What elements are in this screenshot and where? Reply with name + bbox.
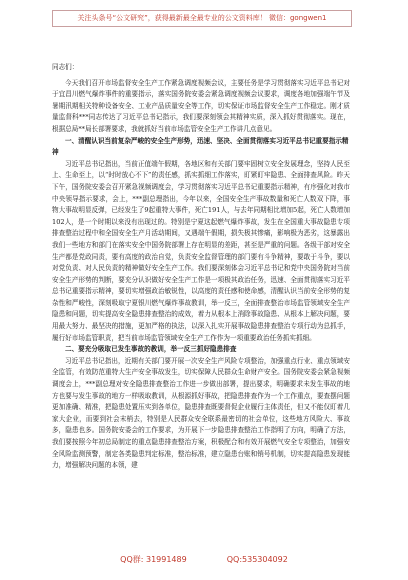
document-body	[52, 62, 350, 552]
footer-qq: QQ:535304092	[226, 555, 288, 564]
section-1-paragraph: 习近平总书记指出，当前正值端午假期，各地区和有关部门要牢固树立安全发展理念，坚持人民至上、生命至上，以“时时放心不下”的责任感，抓实抓细工作落实，盯紧盯牢隐患、全面排查风险。昨天下午，国务院安委会召开紧急视频调度会，学习贯彻落实习近平总书记重要指示精神，有序强化对我市中央领导指示要求，会上，***副总理指出，今年以来，全国安全生产事故数量和死亡人数双下降，事物大事故明显反弹，已经发生了9起重特大事件，死亡191人，与去年同期相比增加5起，死亡人数增加102人，是一个时期以来没有出现过的。特别是宁夏这起燃气爆炸事故，发生在全国重大事故隐患专项排查整治过程中和全国安全生产月活动期间，又遇端午假期，损失极其惨痛，影响极为恶劣，这暴露出我们一些地方和部门在落实安全中国务院部署上存在明显的差距，甚至是严重的问题。各级干部对安全生产都是党政同责，要有高度的政治自觉，负责安全监督管理的部门要有斗争精神，要敢于斗争，要以对党负责、对人民负责的精神做好安全生产工作。我们要深刻体会习近平总书记和党中央国务院对当前安全生产形势的判断，要充分认识做好安全生产工作是一项极其政治任务，迅速、全面贯彻落实习近平总书记重要指示精神，要切实增强政治敏锐性，以高度的责任感和使命感，清醒认识当前安全形势的复杂性和严峻性，深刻吸取宁夏银川燃气爆炸事故教训，举一反三，全面排查整治市场监管领域安全生产隐患和问题，切实提高安全隐患排查整治的成效，着力从根本上消除事故隐患、从根本上解决问题，要用最大努力、最坚决的措施，更加严格的执法，以深入扎实开展事故隐患排查整治专项行动为总抓手，履行好市场监管职责，把当前市场监管领域安全生产工作作为一项重要政治任务抓实抓细。	[52, 159, 350, 342]
top-banner: 关注头条号“公文研究”，获得最新最全最专业的公文资料库！ 微信：gongwen1	[52, 10, 352, 27]
section-heading-2: 二、要充分吸取已发生事故的教训，举一反三抓好隐患排查	[65, 345, 237, 354]
footer-qq-group: QQ群: 31991489	[120, 555, 187, 564]
greeting: 同志们：	[52, 63, 79, 71]
section-heading-1: 一、清醒认识当前复杂严峻的安全生产形势，迅速、坚决、全面贯彻落实习近平总书记重要指示精神	[52, 136, 349, 157]
section-2-paragraph: 习近平总书记指出，近期有关部门要开展一次安全生产风险专项整治，加强重点行业、重点领域安全监管，有效防范重特大生产安全事故发生，切实保障人民群众生命财产安全。国务院安委会紧急视频调度会上，***副总理对安全隐患排查整治工作进一步做出部署，提出要求，明确要求未发生事故的地方也要与发生事故的地方一样吸取教训，从根源抓好事故，把隐患排查作为一个工作重点，要查摆问题更加准确、精准，把隐患处置压实到各单位，隐患排查既要督促企业履行主体责任，但又不能仅盯着几家大企业，而要到社会末梢去，特别是人民群众安全联系最密切的社会单位，这些地方风险大、事故多，隐患也多。国务院安委会的工作要求，为开展下一步隐患排查整治工作指明了方向，明确了方法，我们要按照今年初总局制定的重点隐患排查整治方案，积极配合和有效开展燃气安全专项整治，加强安全风险监测预警，制定各类隐患判定标准，整治标准，建立隐患台账和销号机制，切实提高隐患发现能力，增强解决问题的本领，建	[52, 356, 350, 470]
intro-paragraph: 今天我们召开市场监督安全生产工作紧急调度视频会议，主要任务是学习贯彻落实习近平总书记对于宜昌川燃气爆炸事件的重要指示，落实国务院安委会紧急调度视频会议要求，调度各地加强端午节及暑期汛期相关特种设备安全、工业产品质量安全等工作，切实保证市场监督安全生产工作稳定。刚才质量监督科***同志传达了习近平总书记指示，我们要深刻领会其精神实质，深入抓好贯彻落实。现在，根据总局**局长部署要求，我就抓好当前市场监管安全生产工作讲几点意见。	[52, 78, 350, 133]
footer	[0, 553, 408, 567]
